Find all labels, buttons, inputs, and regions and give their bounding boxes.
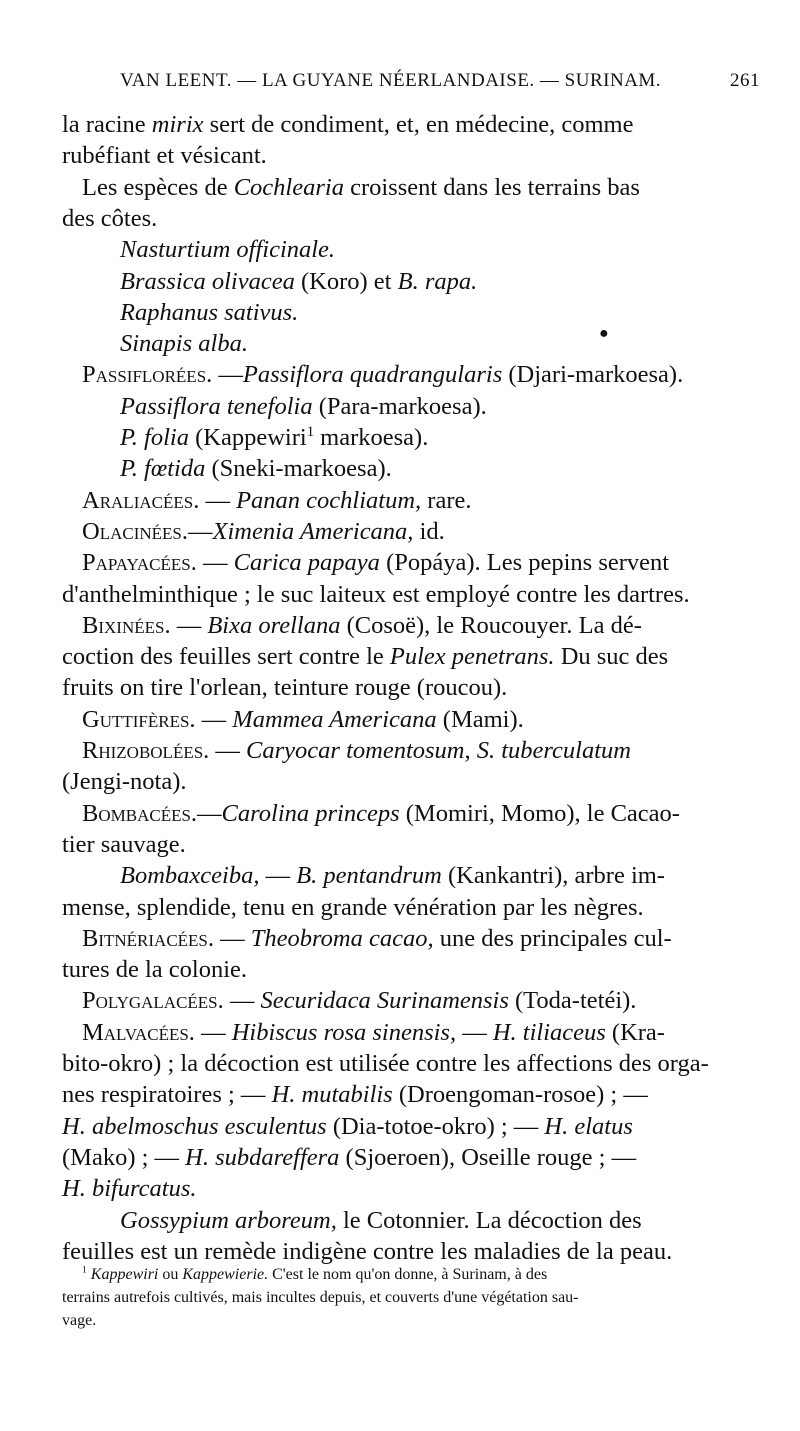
text-line: [82, 923, 672, 954]
text-run: (Momiri, Momo), le Cacao-: [399, 799, 680, 827]
text-run: —: [214, 924, 251, 952]
text-line: [62, 766, 187, 797]
italic-text: H. subdareffera: [185, 1143, 340, 1171]
text-run: markoesa).: [314, 424, 429, 451]
italic-text: Caryocar tomentosum, S. tuberculatum: [246, 737, 631, 764]
text-line: [62, 641, 668, 672]
text-line: [82, 547, 669, 578]
text-run: (Toda-tetéi).: [508, 987, 637, 1015]
italic-text: B. pentandrum: [296, 862, 442, 890]
text-run: une des principales cul-: [433, 924, 672, 952]
italic-text: Kappewierie.: [182, 1266, 269, 1283]
text-run: rubéfiant et vésicant.: [62, 142, 267, 170]
text-line: [62, 1111, 633, 1142]
italic-text: Gossypium arboreum,: [120, 1206, 337, 1234]
text-run: (Djari-markoesa).: [502, 361, 684, 389]
text-line: [82, 610, 642, 641]
family-name: Bombacées.: [82, 799, 198, 827]
text-line: [82, 1017, 665, 1048]
italic-text: Carolina princeps: [221, 799, 400, 827]
italic-text: Mammea Americana: [232, 705, 437, 733]
text-run: (Koro) et: [294, 267, 398, 295]
text-run: d'anthelminthique ; le suc laiteux est employé contre les dartres.: [62, 580, 690, 608]
text-line: [120, 422, 428, 453]
text-run: —: [199, 486, 237, 514]
italic-text: Pulex penetrans.: [389, 643, 555, 671]
text-run: rare.: [421, 486, 472, 514]
text-run: feuilles est un remède indigène contre les maladies de la peau.: [62, 1237, 673, 1265]
italic-text: Bixa orellana: [207, 611, 341, 639]
text-line: [120, 328, 248, 359]
text-run: (Kankantri), arbre im-: [441, 862, 665, 890]
text-line: [82, 359, 683, 390]
text-run: —: [456, 1018, 493, 1046]
text-run: (Popáya). Les pepins servent: [379, 549, 670, 577]
text-run: id.: [413, 517, 445, 545]
text-run: (Kra-: [605, 1018, 665, 1046]
family-name: Araliacées.: [82, 486, 200, 514]
text-line: [62, 829, 186, 860]
family-name: Rhizobolées.: [82, 737, 210, 764]
text-line: [62, 1048, 709, 1079]
family-name: Papayacées.: [82, 549, 197, 577]
footnote-marker: 1: [306, 423, 315, 440]
family-name: Guttifères.: [82, 705, 196, 733]
text-run: fruits on tire l'orlean, teinture rouge (roucou).: [62, 674, 508, 702]
family-name: Bixinées.: [82, 611, 171, 639]
text-line: [62, 954, 247, 985]
text-line: [82, 516, 445, 547]
text-run: (Para-markoesa).: [312, 392, 487, 420]
text-run: tures de la colonie.: [62, 956, 248, 984]
text-run: des côtes.: [62, 204, 158, 232]
text-run: —: [170, 611, 208, 639]
text-line: [62, 140, 267, 171]
page-number: 261: [730, 70, 760, 91]
footnote-line: [62, 1286, 579, 1309]
running-title: VAN LEENT. — LA GUYANE NÉERLANDAISE. — SURINAM.: [120, 70, 662, 91]
text-line: [62, 1142, 636, 1173]
text-run: ou: [158, 1266, 183, 1283]
text-run: (Cosoë), le Roucouyer. La dé-: [340, 611, 642, 639]
text-run: sert de condiment, et, en médecine, comme: [203, 111, 634, 138]
text-line: [120, 860, 665, 891]
text-run: Du suc des: [554, 643, 669, 671]
text-run: croissent dans les terrains bas: [343, 173, 640, 201]
italic-text: Nasturtium officinale.: [120, 236, 336, 264]
text-line: [62, 109, 633, 140]
italic-text: B. rapa.: [397, 267, 478, 295]
text-line: [120, 391, 487, 422]
text-run: —: [259, 862, 297, 890]
footnote-marker: 1: [82, 1264, 87, 1276]
text-run: la racine: [62, 111, 152, 138]
text-run: (Sjoeroen), Oseille rouge ; —: [339, 1143, 637, 1171]
italic-text: Sinapis alba.: [120, 330, 248, 358]
running-header: [62, 70, 760, 98]
text-run: mense, splendide, tenu en grande vénération par les nègres.: [62, 893, 644, 921]
text-line: [120, 234, 335, 265]
text-line: [82, 704, 524, 735]
text-line: [120, 297, 298, 328]
print-blot: ●: [599, 325, 609, 342]
text-line: [62, 579, 690, 610]
italic-text: Brassica olivacea: [120, 267, 295, 295]
italic-text: Kappewiri: [90, 1266, 159, 1283]
text-line: [120, 453, 392, 484]
text-run: (Mako) ; —: [62, 1143, 186, 1171]
italic-text: Passiflora tenefolia: [120, 392, 313, 420]
family-name: Olacinées.: [82, 517, 188, 545]
text-run: —: [223, 987, 261, 1015]
text-run: (Dia-totoe-okro) ; —: [326, 1112, 545, 1140]
italic-text: mirix: [151, 111, 204, 138]
text-run: (Mami).: [436, 705, 524, 733]
text-line: [82, 798, 680, 829]
text-run: le Cotonnier. La décoction des: [336, 1206, 642, 1234]
italic-text: H. bifurcatus.: [62, 1175, 197, 1203]
italic-text: P. fœtida: [120, 455, 206, 483]
text-line: [62, 672, 507, 703]
italic-text: H. abelmoschus esculentus: [62, 1112, 327, 1140]
text-run: nes respiratoires ; —: [62, 1081, 272, 1109]
text-run: (Sneki-markoesa).: [205, 455, 392, 483]
text-run: —: [187, 517, 213, 545]
italic-text: Passiflora quadrangularis: [242, 361, 503, 389]
text-run: tier sauvage.: [62, 830, 186, 858]
text-run: —: [212, 361, 243, 389]
text-run: (Droengoman-rosoe) ; —: [392, 1081, 648, 1109]
italic-text: Ximenia Americana,: [212, 517, 414, 545]
text-run: C'est le nom qu'on donne, à Surinam, à des: [268, 1266, 548, 1283]
text-run: —: [197, 799, 222, 827]
text-line: [62, 1079, 648, 1110]
text-run: —: [195, 705, 233, 733]
text-run: coction des feuilles sert contre le: [62, 643, 390, 671]
italic-text: Securidaca Surinamensis: [260, 987, 509, 1015]
text-run: (Jengi-nota).: [62, 768, 187, 796]
text-line: [62, 1173, 197, 1204]
italic-text: Panan cochliatum,: [236, 486, 422, 514]
text-run: —: [196, 549, 234, 577]
text-line: [120, 1205, 642, 1236]
text-line: [82, 485, 471, 516]
italic-text: Cochlearia: [233, 173, 344, 201]
text-line: [82, 735, 631, 766]
text-run: bito-okro) ; la décoction est utilisée contre les affections des orga-: [62, 1050, 709, 1077]
text-line: [120, 266, 477, 297]
text-run: terrains autrefois cultivés, mais incultes depuis, et couverts d'une végétation sau-: [62, 1289, 579, 1306]
text-run: vage.: [62, 1312, 97, 1329]
footnote-line: [82, 1263, 547, 1286]
family-name: Bitnériacées.: [82, 924, 215, 952]
family-name: Passiflorées.: [82, 361, 213, 389]
text-run: (Kappewiri: [188, 424, 307, 451]
italic-text: P. folia: [120, 424, 189, 451]
text-run: —: [194, 1018, 232, 1046]
family-name: Polygalacées.: [82, 987, 224, 1015]
italic-text: Bombaxceiba,: [120, 862, 260, 890]
family-name: Malvacées.: [82, 1018, 195, 1046]
italic-text: H. elatus: [544, 1112, 633, 1140]
text-line: [62, 892, 644, 923]
italic-text: Raphanus sativus.: [120, 298, 299, 326]
italic-text: H. tiliaceus: [492, 1018, 606, 1046]
italic-text: Hibiscus rosa sinensis,: [231, 1018, 457, 1046]
italic-text: Theobroma cacao,: [250, 924, 434, 952]
italic-text: Carica papaya: [233, 549, 380, 577]
text-line: [82, 172, 640, 203]
footnote-line: [62, 1309, 96, 1332]
italic-text: H. mutabilis: [271, 1081, 393, 1109]
text-line: [82, 985, 636, 1016]
text-line: [62, 203, 157, 234]
text-run: —: [209, 737, 247, 764]
text-run: Les espèces de: [82, 173, 234, 201]
